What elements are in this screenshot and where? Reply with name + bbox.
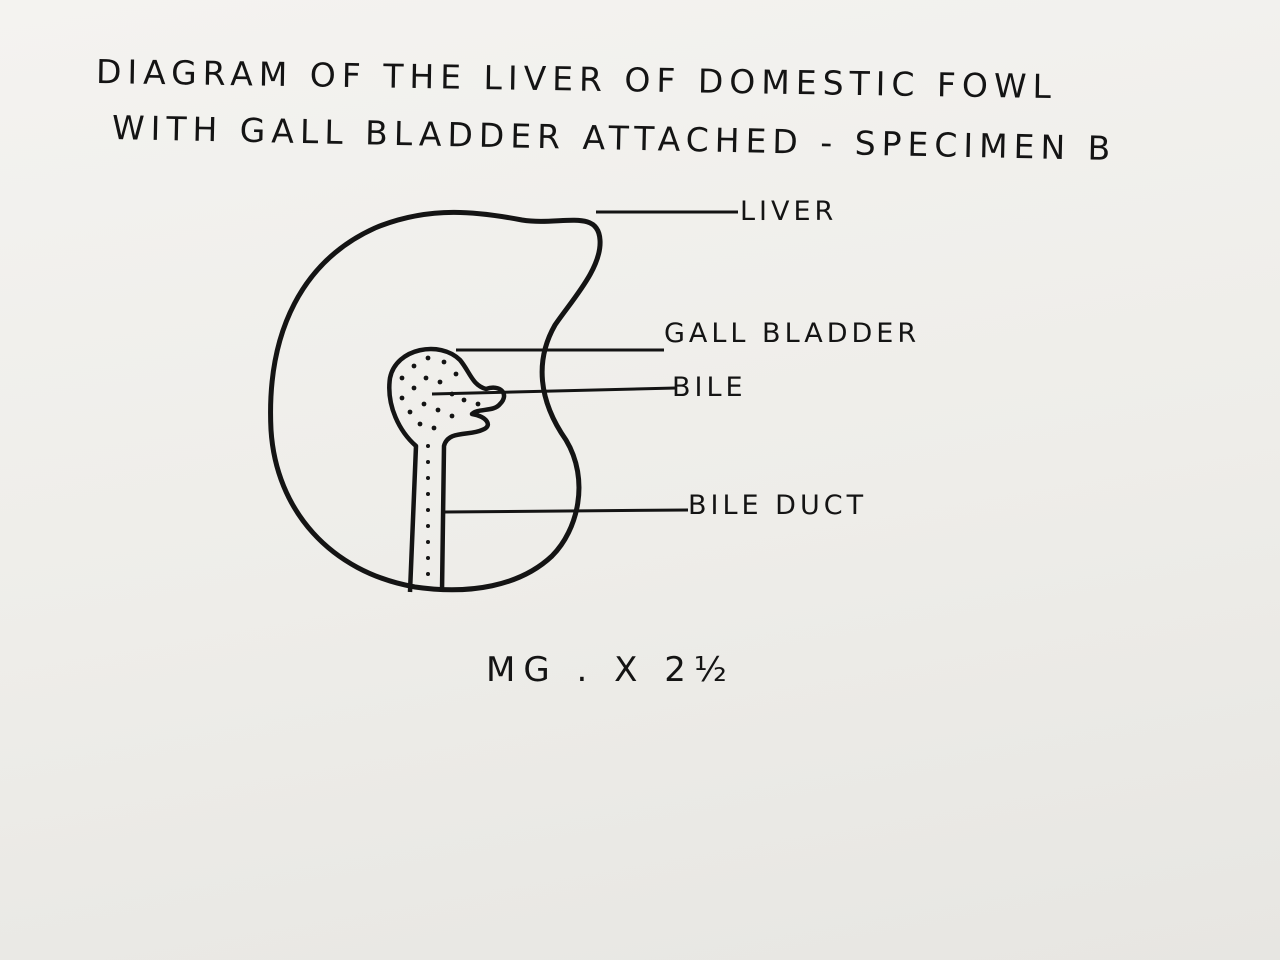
bile-duct-label: BILE DUCT <box>688 490 868 521</box>
bile-pointer-line <box>432 388 676 394</box>
magnification-note: MG . X 2½ <box>486 650 735 690</box>
gall-bladder-label: GALL BLADDER <box>664 318 921 349</box>
liver-outline <box>271 212 601 589</box>
diagram-title-line-2: WITH GALL BLADDER ATTACHED - SPECIMEN B <box>111 108 1117 169</box>
bile-label: BILE <box>672 372 747 403</box>
bile-duct-pointer-line <box>444 510 688 512</box>
liver-label: LIVER <box>740 196 838 227</box>
diagram-title-line-1: DIAGRAM OF THE LIVER OF DOMESTIC FOWL <box>95 52 1058 107</box>
gall-bladder-outline <box>389 349 504 592</box>
